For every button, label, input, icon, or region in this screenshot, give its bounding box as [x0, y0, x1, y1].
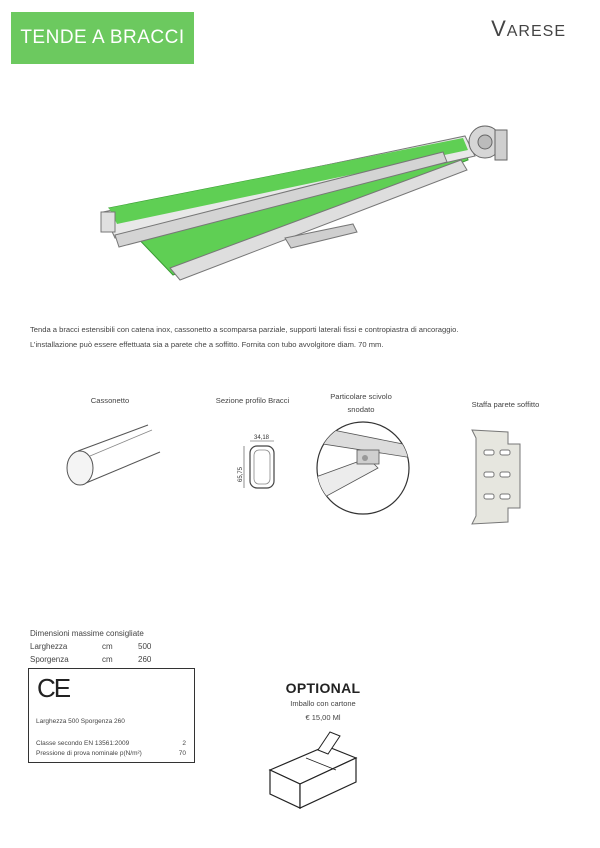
dimensions-table [30, 640, 151, 666]
cardboard-box-icon [266, 728, 362, 810]
ce-mark: CE [37, 673, 70, 703]
product-description [30, 322, 575, 352]
ce-pressure-label: Pressione di prova nominale p(N/m²) [36, 750, 142, 757]
description-line-1: Tenda a bracci estensibili con catena inox, cassonetto a scomparsa parziale, supporti laterali fissi e contropiastra di ancoraggio. [30, 325, 459, 334]
optional-item: Imballo con cartone [290, 699, 356, 708]
dimension-name: Larghezza [30, 642, 68, 651]
caption-particolare-line-1: Particolare scivolo [330, 392, 392, 401]
ce-size-line: Larghezza 500 Sporgenza 260 [36, 718, 125, 725]
ce-class-label: Classe secondo EN 13561:2009 [36, 740, 130, 747]
brand-initial: V [491, 16, 507, 41]
dimension-unit: cm [102, 655, 113, 664]
caption-cassonetto: Cassonetto [90, 396, 130, 405]
dimensions-heading: Dimensioni massime consigliate [30, 629, 144, 638]
caption-sezione-profilo: Sezione profilo Bracci [215, 396, 290, 405]
dimension-name: Sporgenza [30, 655, 69, 664]
optional-title: OPTIONAL [285, 680, 361, 696]
title-banner [11, 12, 194, 64]
awning-illustration [95, 120, 515, 285]
table-row [30, 653, 151, 666]
description-line-2: L’installazione può essere effettuata sia a parete che a soffitto. Fornita con tubo avvolgitore diam. 70 mm. [30, 340, 384, 349]
ce-pressure-value: 70 [178, 750, 186, 757]
cassonetto-drawing [60, 422, 165, 492]
table-row [30, 640, 151, 653]
caption-staffa: Staffa parete soffitto [471, 400, 540, 409]
left-bracket [101, 212, 115, 232]
profile-height-label: 65,75 [238, 466, 244, 482]
optional-price: € 15,00 Ml [305, 713, 341, 722]
dimension-unit: cm [102, 642, 113, 651]
wall-ceiling-bracket-drawing [466, 426, 524, 526]
slide-detail-drawing [313, 418, 413, 518]
brand-logo [491, 16, 566, 42]
caption-particolare [316, 390, 406, 416]
profile-width-label: 34,18 [254, 435, 270, 441]
arm-profile-section-drawing [236, 432, 286, 494]
caption-particolare-line-2: snodato [347, 405, 375, 414]
ce-class-value: 2 [182, 740, 186, 747]
ce-label [28, 668, 195, 763]
dimension-value: 260 [138, 655, 152, 664]
brand-rest: ARESE [506, 23, 566, 40]
max-dimensions [30, 627, 151, 666]
dimension-value: 500 [138, 642, 152, 651]
page-title: TENDE A BRACCI [20, 27, 185, 48]
